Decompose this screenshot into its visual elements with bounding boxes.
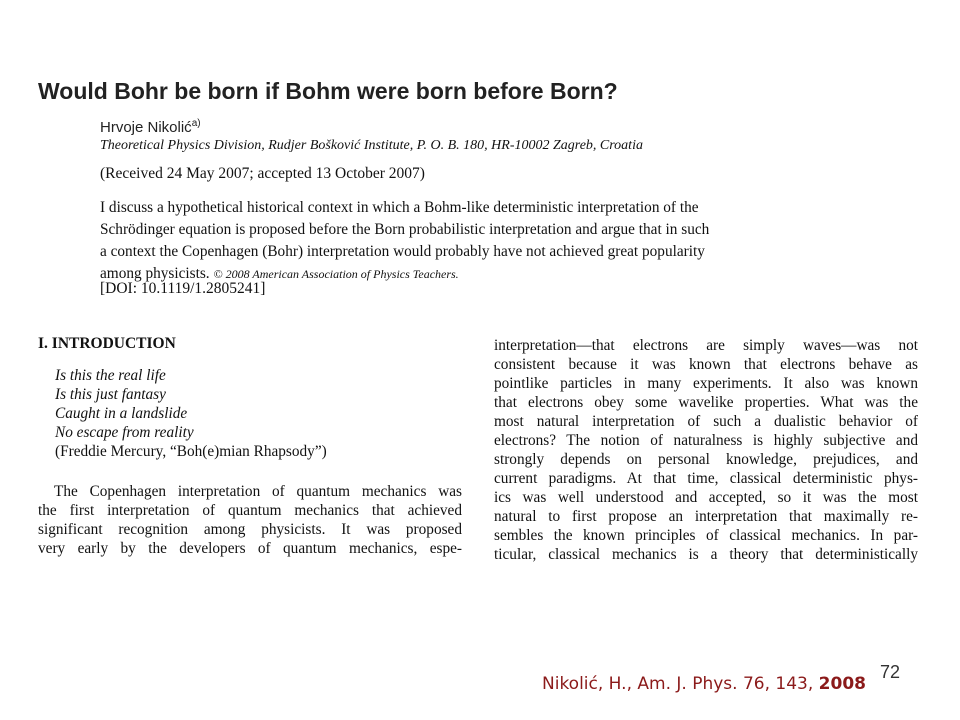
body-line: very early by the developers of quantum mechanics, espe- [38, 540, 462, 557]
body-line: consistent because it was known that electrons behave as [494, 356, 918, 373]
author-affiliation: Theoretical Physics Division, Rudjer Bošković Institute, P. O. B. 180, HR-10002 Zagreb, Croatia [100, 138, 643, 153]
author-name [100, 118, 201, 136]
body-line: pointlike particles in many experiments. It also was known [494, 375, 918, 392]
abstract-line-text: among physicists. [100, 265, 210, 282]
citation-text: Nikolić, H., Am. J. Phys. 76, 143, [542, 674, 814, 694]
body-line: sembles the known principles of classical mechanics. In par- [494, 527, 918, 544]
abstract-line: a context the Copenhagen (Bohr) interpretation would probably have not achieved great popularity [100, 243, 705, 260]
body-line: the first interpretation of quantum mechanics that achieved [38, 502, 462, 519]
abstract-line: I discuss a hypothetical historical context in which a Bohm-like deterministic interpretation of the [100, 199, 699, 216]
section-heading-introduction: I. INTRODUCTION [38, 335, 176, 352]
paper-title: Would Bohr be born if Bohm were born before Born? [38, 78, 618, 104]
body-line: natural to first propose an interpretation that maximally re- [494, 508, 918, 525]
author-name-text: Hrvoje Nikolić [100, 119, 192, 136]
epigraph-line: Is this the real life [55, 367, 166, 384]
epigraph-source: (Freddie Mercury, “Boh(e)mian Rhapsody”) [55, 443, 327, 460]
body-line: strongly depends on personal knowledge, prejudices, and [494, 451, 918, 468]
body-line: The Copenhagen interpretation of quantum mechanics was [54, 483, 462, 500]
abstract-line: Schrödinger equation is proposed before the Born probabilistic interpretation and argue that in such [100, 221, 710, 238]
body-line: ics was well understood and accepted, so it was the most [494, 489, 918, 506]
epigraph-line: No escape from reality [55, 424, 194, 441]
body-line: interpretation—that electrons are simply waves—was not [494, 337, 918, 354]
body-line: current paradigms. At that time, classical deterministic phys- [494, 470, 918, 487]
slide-citation [542, 674, 866, 694]
body-line: most natural interpretation of such a dualistic behavior of [494, 413, 918, 430]
body-line: electrons? The notion of naturalness is highly subjective and [494, 432, 918, 449]
body-line: that electrons obey some wavelike properties. What was the [494, 394, 918, 411]
body-line: ticular, classical mechanics is a theory that deterministically [494, 546, 918, 563]
received-dates: (Received 24 May 2007; accepted 13 October 2007) [100, 165, 425, 182]
copyright-notice: © 2008 American Association of Physics Teachers. [213, 267, 459, 281]
epigraph-line: Caught in a landslide [55, 405, 188, 422]
citation-year: 2008 [818, 674, 866, 694]
slide-page-number: 72 [880, 662, 901, 682]
intro-right-column [494, 336, 918, 563]
author-footnote-marker: a) [191, 118, 201, 129]
epigraph [55, 366, 327, 461]
doi: [DOI: 10.1119/1.2805241] [100, 280, 266, 297]
epigraph-line: Is this just fantasy [55, 386, 166, 403]
intro-left-column [38, 482, 462, 557]
abstract [100, 197, 794, 285]
body-line: significant recognition among physicists. It was proposed [38, 521, 462, 538]
